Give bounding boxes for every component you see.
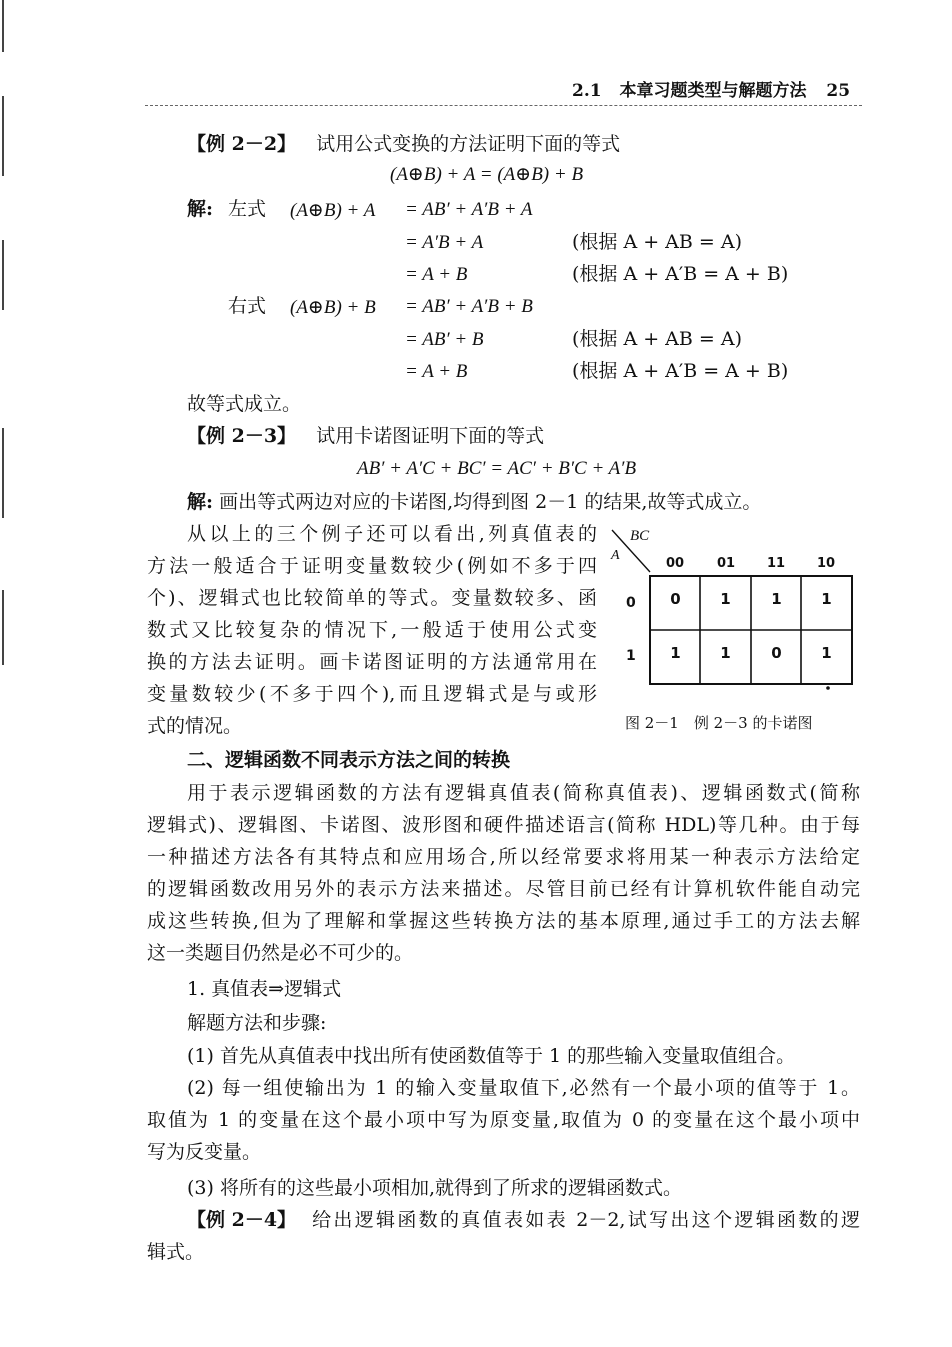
left-side-expression: (A⊕B) + A — [290, 200, 376, 221]
section-two-line-1: 用于表示逻辑函数的方法有逻辑真值表(简称真值表)、逻辑函数式(简称 — [187, 782, 860, 804]
kmap-cell: 1 — [771, 590, 782, 608]
compare-line-7: 式的情况。 — [147, 715, 243, 737]
example-2-3-label: 【例 2－3】 — [187, 425, 297, 447]
header-page-number: 25 — [826, 81, 851, 101]
compare-line-3: 个)、逻辑式也比较简单的等式。变量数较多、函 — [147, 587, 597, 609]
compare-line-1: 从以上的三个例子还可以看出,列真值表的 — [187, 523, 597, 545]
example-2-2-equation: (A⊕B) + A = (A⊕B) + B — [390, 164, 584, 185]
scan-edge-mark — [2, 96, 4, 176]
compare-line-5: 换的方法去证明。画卡诺图证明的方法通常用在 — [147, 651, 597, 673]
right-reason-3: (根据 A + A′B = A + B) — [572, 360, 789, 382]
right-step-2: = AB′ + B — [405, 329, 484, 350]
step-2-line-1: (2) 每一组使输出为 1 的输入变量取值下,必然有一个最小项的值等于 1。 — [187, 1077, 860, 1099]
left-step-2: = A′B + A — [405, 232, 484, 253]
example-2-2-conclusion: 故等式成立。 — [187, 393, 302, 415]
compare-line-6: 变量数较少(不多于四个),而且逻辑式是与或形 — [147, 683, 597, 705]
section-two-line-2: 逻辑式)、逻辑图、卡诺图、波形图和硬件描述语言(简称 HDL)等几种。由于每 — [147, 814, 860, 836]
kmap-cell: 0 — [670, 590, 681, 608]
kmap-cell: 1 — [821, 590, 832, 608]
example-2-3-solution-text: 画出等式两边对应的卡诺图,均得到图 2－1 的结果,故等式成立。 — [219, 491, 762, 513]
example-2-3-prompt: 试用卡诺图证明下面的等式 — [316, 425, 545, 447]
kmap-cell: 1 — [821, 644, 832, 662]
kmap-col-header: 10 — [816, 556, 836, 571]
left-reason-3: (根据 A + A′B = A + B) — [572, 263, 789, 285]
right-step-1: = AB′ + A′B + B — [405, 296, 533, 317]
kmap-col-header: 01 — [716, 556, 736, 571]
example-2-3-solution — [187, 486, 761, 518]
kmap-col-header: 11 — [766, 556, 786, 571]
kmap-cell: 1 — [720, 644, 731, 662]
example-2-2-solution-label: 解: — [187, 198, 214, 220]
example-2-3-equation: AB′ + A′C + BC′ = AC′ + B′C + A′B — [357, 458, 637, 479]
subsection-1-heading: 1. 真值表⇒逻辑式 — [187, 978, 342, 1000]
scan-speck — [826, 686, 830, 690]
kmap-row-variable: A — [611, 548, 620, 563]
method-label: 解题方法和步骤: — [187, 1012, 327, 1034]
step-2-line-3: 写为反变量。 — [147, 1141, 262, 1163]
scan-edge-mark — [2, 0, 4, 52]
header-chapter-title: 本章习题类型与解题方法 — [619, 81, 807, 101]
kmap-caption: 图 2－1 例 2－3 的卡诺图 — [625, 714, 813, 732]
left-step-3: = A + B — [405, 264, 468, 285]
example-2-4-line-1 — [187, 1204, 860, 1236]
step-2-line-2: 取值为 1 的变量在这个最小项中写为原变量,取值为 0 的变量在这个最小项中 — [147, 1109, 860, 1131]
example-2-4-label: 【例 2－4】 — [187, 1209, 297, 1231]
compare-line-2: 方法一般适合于证明变量数较少(例如不多于四 — [147, 555, 597, 577]
running-header — [572, 76, 850, 101]
section-two-heading: 二、逻辑函数不同表示方法之间的转换 — [187, 749, 511, 771]
scan-edge-mark — [2, 590, 4, 665]
kmap-row-header: 1 — [626, 648, 636, 664]
example-2-4-text: 给出逻辑函数的真值表如表 2－2,试写出这个逻辑函数的逻 — [312, 1209, 860, 1231]
example-2-2-label: 【例 2－2】 — [187, 133, 297, 155]
compare-line-4: 数式又比较复杂的情况下,一般适于使用公式变 — [147, 619, 597, 641]
step-1: (1) 首先从真值表中找出所有使函数值等于 1 的那些输入变量取值组合。 — [187, 1045, 796, 1067]
header-rule — [145, 105, 862, 106]
section-two-line-3: 一种描述方法各有其特点和应用场合,所以经常要求将用某一种表示方法给定 — [147, 846, 860, 868]
step-3: (3) 将所有的这些最小项相加,就得到了所求的逻辑函数式。 — [187, 1177, 682, 1199]
kmap-cell: 1 — [670, 644, 681, 662]
right-step-3: = A + B — [405, 361, 468, 382]
left-step-1: = AB′ + A′B + A — [405, 199, 533, 220]
left-side-label: 左式 — [228, 198, 267, 220]
scan-edge-mark — [2, 428, 4, 518]
right-side-label: 右式 — [228, 295, 267, 317]
section-two-line-5: 成这些转换,但为了理解和掌握这些转换方法的基本原理,通过手工的方法去解 — [147, 910, 860, 932]
example-2-3-solution-label: 解: — [187, 491, 214, 513]
kmap-col-header: 00 — [665, 556, 685, 571]
kmap-column-variable: BC — [630, 528, 650, 544]
left-reason-2: (根据 A + AB = A) — [572, 231, 742, 253]
section-two-line-6: 这一类题目仍然是必不可少的。 — [147, 942, 414, 964]
kmap-cell: 1 — [720, 590, 731, 608]
kmap-cell: 0 — [771, 644, 782, 662]
example-2-2-heading — [187, 128, 620, 160]
right-reason-2: (根据 A + AB = A) — [572, 328, 742, 350]
kmap-row-header: 0 — [626, 595, 636, 611]
example-2-3-heading — [187, 420, 544, 452]
section-two-line-4: 的逻辑函数改用另外的表示方法来描述。尽管目前已经有计算机软件能自动完 — [147, 878, 860, 900]
scan-edge-mark — [2, 240, 4, 310]
example-2-4-line-2: 辑式。 — [147, 1241, 205, 1263]
example-2-2-prompt: 试用公式变换的方法证明下面的等式 — [316, 133, 621, 155]
header-section: 2.1 — [572, 81, 602, 101]
right-side-expression: (A⊕B) + B — [290, 297, 376, 318]
